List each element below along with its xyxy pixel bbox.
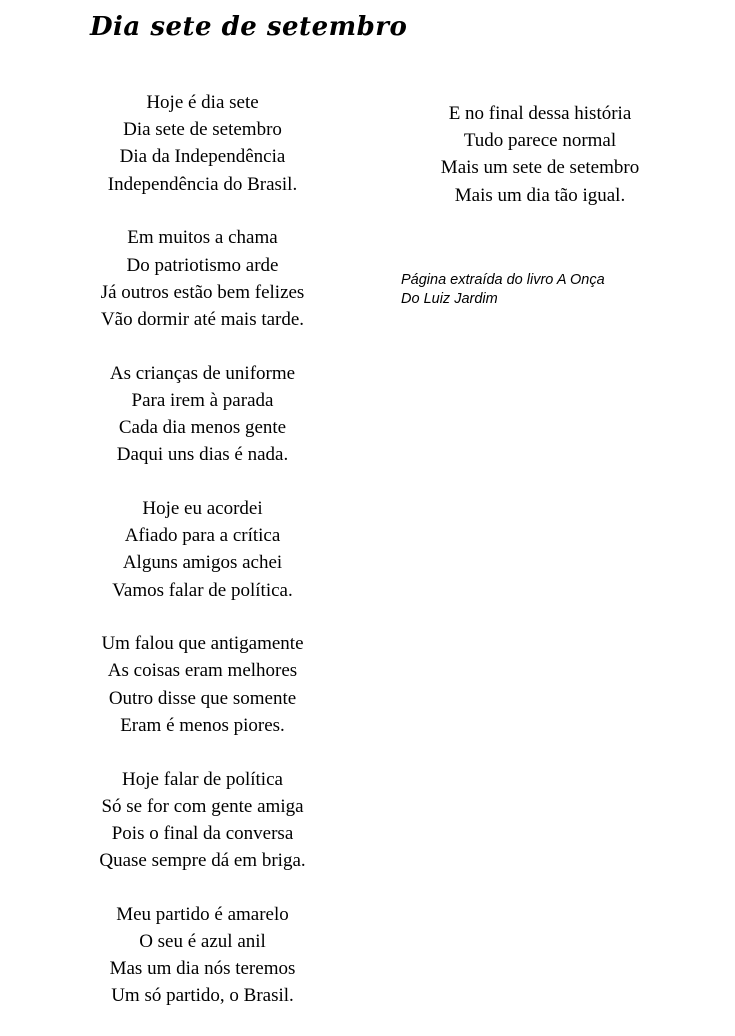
poem-line: Um falou que antigamente	[101, 633, 304, 655]
poem-line: Já outros estão bem felizes	[100, 281, 305, 303]
stanza	[60, 901, 345, 1010]
stanza	[60, 495, 345, 604]
stanza	[60, 89, 345, 198]
poem-line: Um só partido, o Brasil.	[111, 985, 294, 1007]
poem-line: Quase sempre dá em briga.	[99, 850, 306, 872]
poem-line: As coisas eram melhores	[107, 660, 298, 682]
poem-line: Independência do Brasil.	[107, 173, 298, 195]
poem-line: O seu é azul anil	[139, 931, 266, 953]
poem-line: Vamos falar de política.	[112, 579, 293, 601]
credit-line: Página extraída do livro A Onça	[401, 272, 605, 288]
poem-line: Dia sete de setembro	[123, 119, 282, 141]
poem-line: Hoje é dia sete	[146, 92, 259, 113]
credit-line: Do Luiz Jardim	[401, 290, 498, 307]
poem-line: Mas um dia nós teremos	[109, 958, 296, 980]
poem-line: As crianças de uniforme	[109, 362, 296, 384]
poem-line: Para irem à parada	[131, 389, 274, 411]
poem-line: Vão dormir até mais tarde.	[100, 308, 305, 330]
poem-line: Outro disse que somente	[108, 687, 297, 709]
poem-right-column	[400, 100, 680, 235]
poem-line: Mais um sete de setembro	[440, 157, 640, 179]
poem-line: Só se for com gente amiga	[101, 795, 304, 817]
poem-line: E no final dessa história	[448, 103, 632, 124]
poem-line: Dia da Independência	[119, 146, 286, 168]
poem-line: Em muitos a chama	[127, 227, 278, 249]
stanza	[60, 630, 345, 739]
poem-line: Hoje eu acordei	[142, 497, 263, 519]
source-credit	[401, 271, 605, 308]
stanza	[60, 224, 345, 333]
poem-line: Alguns amigos achei	[122, 552, 283, 574]
stanza	[60, 360, 345, 469]
poem-line: Eram é menos piores.	[120, 714, 285, 736]
poem-line: Do patriotismo arde	[126, 254, 279, 276]
poem-line: Daqui uns dias é nada.	[116, 444, 289, 466]
poem-title: Dia sete de setembro	[90, 12, 408, 42]
poem-line: Pois o final da conversa	[111, 822, 294, 844]
poem-line: Mais um dia tão igual.	[454, 184, 626, 206]
stanza	[400, 100, 680, 209]
poem-line: Afiado para a crítica	[124, 525, 281, 547]
poem-line: Tudo parece normal	[463, 130, 617, 152]
poem-left-column	[60, 89, 345, 1036]
poem-line: Meu partido é amarelo	[116, 903, 289, 925]
stanza	[60, 766, 345, 875]
poem-line: Hoje falar de política	[122, 768, 283, 790]
poem-line: Cada dia menos gente	[118, 417, 287, 439]
